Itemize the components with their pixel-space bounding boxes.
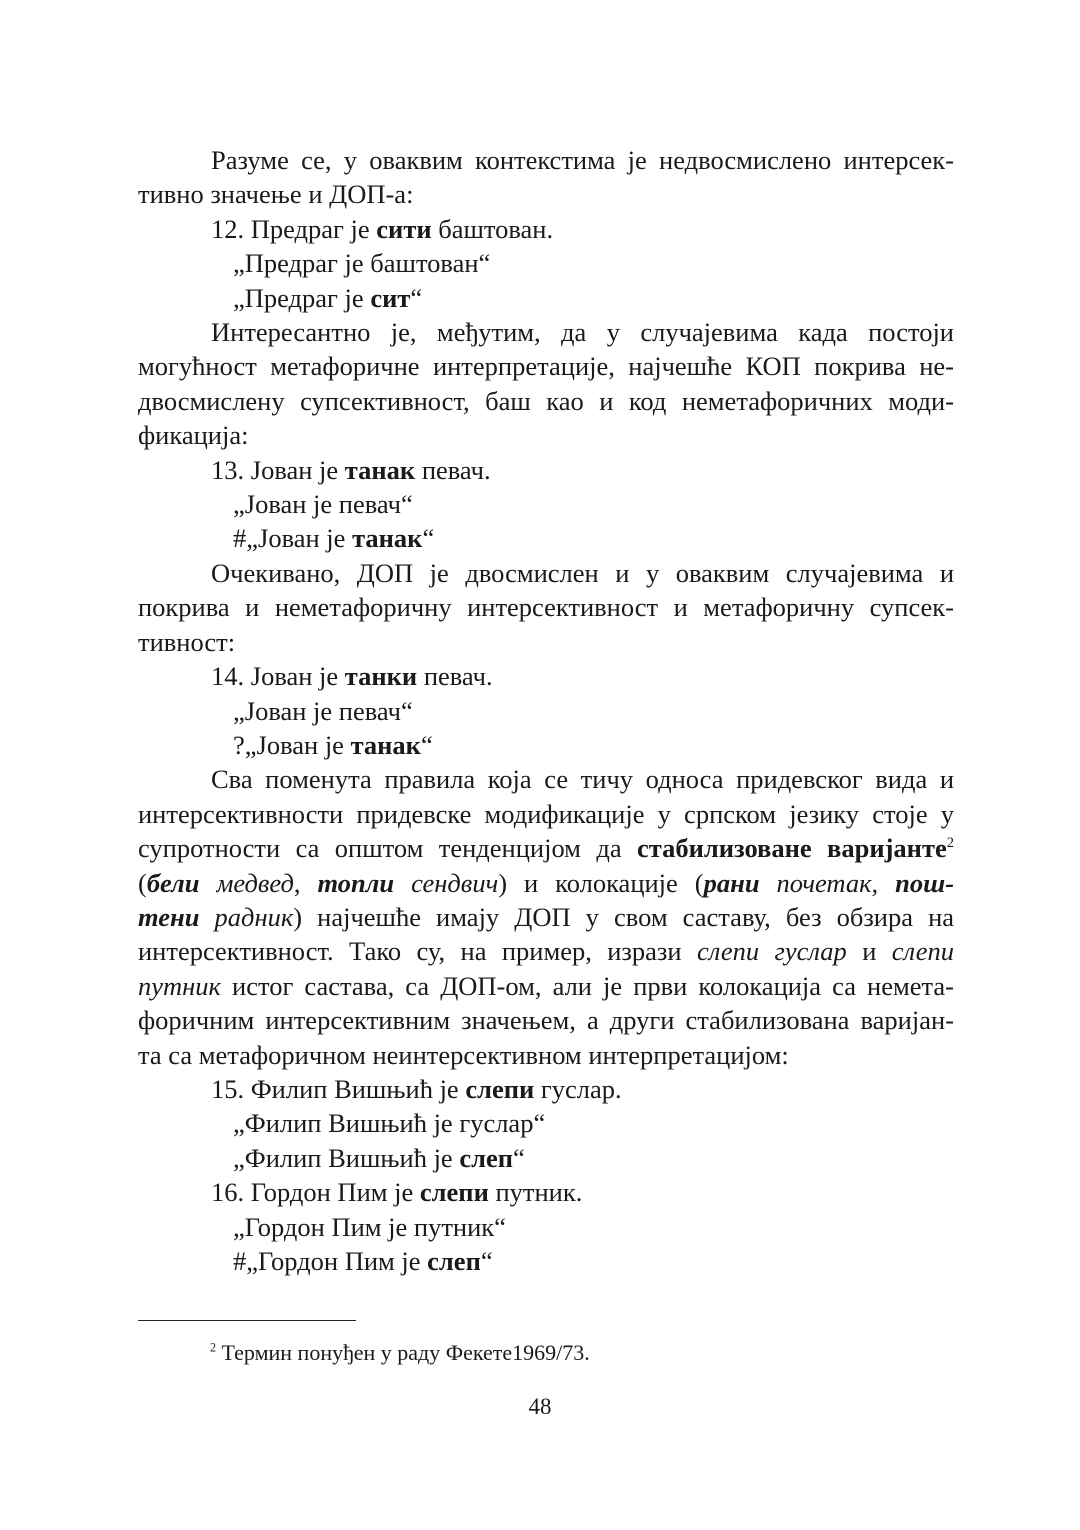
gloss-line: „Јован је певач“: [233, 695, 413, 726]
footnote-text: Термин понуђен у раду Фекете1969/73.: [216, 1340, 590, 1365]
footnote-divider: [138, 1320, 356, 1321]
paragraph-end: фикација:: [138, 420, 249, 451]
paragraph-line: супротности са општом тенденцијом да стабилизоване варијанте$^2$: [138, 833, 955, 864]
body-text: [138, 143, 954, 1278]
paragraph-line: могућност метафоричне интерпретације, најчешће КОП покрива не-: [138, 351, 954, 382]
gloss-line: „Јован је певач“: [233, 489, 413, 520]
gloss-line: #„Гордон Пим је слеп“: [233, 1246, 493, 1276]
gloss-line: „Гордон Пим је путник“: [233, 1211, 506, 1242]
paragraph-line: интерсективности придевске модификације у српском језику стоје у: [138, 798, 954, 829]
paragraph-line: интерсективност. Тако су, на пример, изрази слепи гуслар и слепи: [138, 936, 955, 967]
paragraph-line: тени радник) најчешће имају ДОП у свом саставу, без обзира на: [138, 901, 955, 932]
footnote-number: 2: [210, 1340, 217, 1355]
gloss-line: „Филип Вишњић је гуслар“: [233, 1108, 546, 1139]
example-13: 13. Јован је танак певач.: [211, 454, 491, 485]
footnote-ref[interactable]: 2: [946, 835, 955, 852]
page-number: 48: [528, 1394, 552, 1419]
text-line: тивно значење и ДОП-а:: [138, 179, 414, 210]
example-14: 14. Јован је танки певач.: [211, 661, 493, 692]
example-12: 12. Предраг је сити баштован.: [211, 213, 554, 244]
gloss-line: „Филип Вишњић је слеп“: [233, 1142, 525, 1173]
paragraph: Интересантно је, међутим, да у случајевима када постоји: [211, 317, 954, 348]
paragraph: Сва поменута правила која се тичу односа придевског вида и: [211, 764, 954, 795]
paragraph-end: тивност:: [138, 626, 236, 657]
gloss-line: „Предраг је сит“: [233, 282, 423, 313]
example-16: 16. Гордон Пим је слепи путник.: [211, 1177, 583, 1208]
paragraph-line: путник истог састава, са ДОП-ом, али је први колокација са немета-: [138, 970, 954, 1001]
paragraph: [138, 143, 954, 177]
paragraph-end: та са метафоричном неинтерсективном интерпретацијом:: [138, 1039, 789, 1070]
paragraph-line: (бели медвед, топли сендвич) и колокације (рани почетак, пош-: [138, 867, 955, 898]
paragraph-line: двосмислену супсективност, баш као и код неметафоричних моди-: [138, 385, 954, 416]
paragraph-end: [138, 177, 954, 211]
gloss-line: #„Јован је танак“: [233, 523, 435, 554]
paragraph-line: покрива и неметафоричну интерсективност и метафоричну супсек-: [138, 592, 954, 623]
example-15: 15. Филип Вишњић је слепи гуслар.: [211, 1073, 622, 1104]
footnote: [210, 1338, 590, 1368]
gloss-line: „Предраг је баштован“: [233, 248, 491, 279]
paragraph: Очекивано, ДОП је двосмислен и у оваквим случајевима и: [211, 557, 954, 588]
gloss-line: ?„Јован је танак“: [233, 729, 433, 760]
bold-term: сити: [376, 213, 432, 244]
paragraph-line: форичним интерсективним значењем, а други стабилизована варијан-: [138, 1005, 954, 1036]
text-line: Разуме се, у оваквим контекстима је недвосмислено интерсек-: [211, 145, 954, 175]
